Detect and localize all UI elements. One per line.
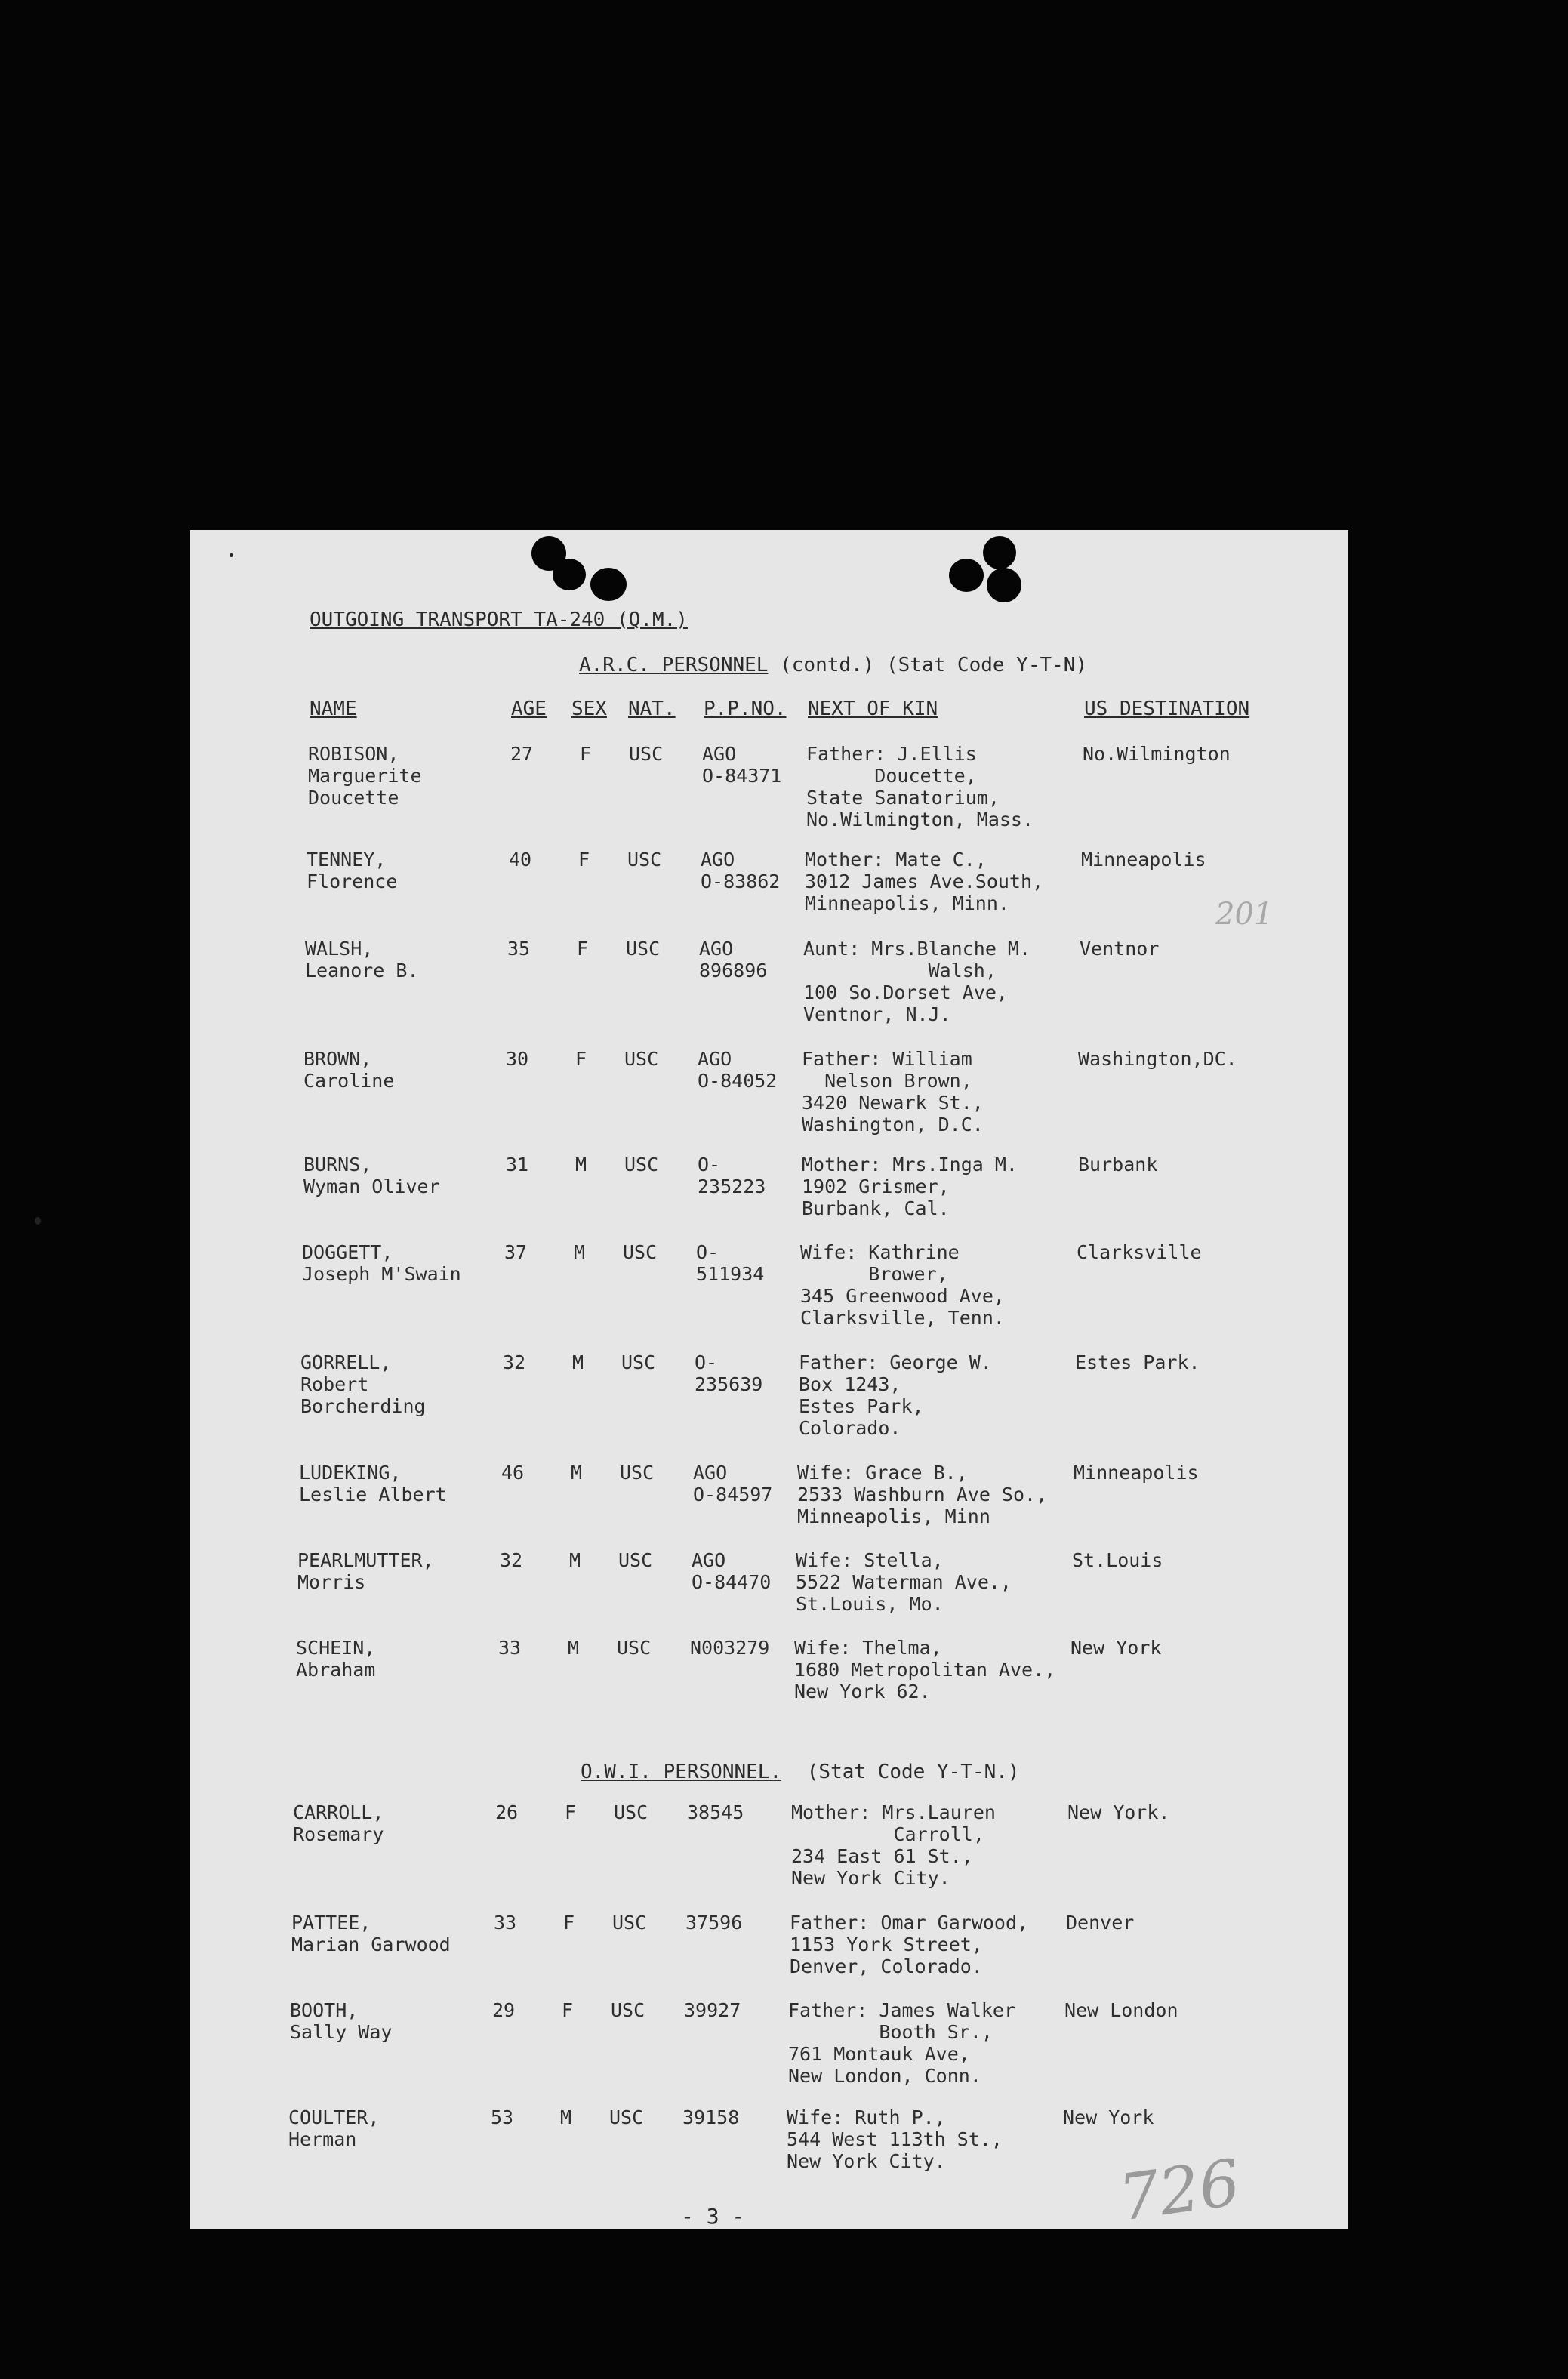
cell-next-of-kin: Father: George W. Box 1243, Estes Park, Colorado. bbox=[799, 1351, 992, 1439]
cell-name: BROWN, Caroline bbox=[303, 1048, 395, 1092]
stamp-number: 201 bbox=[1215, 897, 1274, 932]
cell-name: PATTEE, Marian Garwood bbox=[291, 1912, 451, 1955]
cell-nat: USC bbox=[617, 1637, 652, 1659]
cell-sex: F bbox=[578, 849, 590, 871]
cell-name: DOGGETT, Joseph M'Swain bbox=[302, 1241, 461, 1285]
cell-age: 31 bbox=[506, 1154, 529, 1176]
cell-nat: USC bbox=[627, 849, 662, 871]
section-suffix: (contd.) (Stat Code Y-T-N) bbox=[780, 654, 1088, 676]
cell-age: 33 bbox=[498, 1637, 522, 1659]
cell-nat: USC bbox=[623, 1241, 658, 1263]
cell-sex: F bbox=[580, 743, 592, 765]
cell-age: 35 bbox=[507, 938, 531, 960]
cell-name: PEARLMUTTER, Morris bbox=[297, 1549, 434, 1593]
film-speck bbox=[230, 553, 233, 557]
cell-age: 26 bbox=[495, 1801, 519, 1823]
cell-destination: Ventnor bbox=[1080, 938, 1160, 960]
punch-hole bbox=[590, 568, 627, 601]
cell-destination: Minneapolis bbox=[1081, 849, 1206, 871]
cell-nat: USC bbox=[629, 743, 664, 765]
cell-name: ROBISON, Marguerite Doucette bbox=[308, 743, 422, 809]
header-sex: SEX bbox=[571, 698, 607, 720]
cell-sex: F bbox=[577, 938, 589, 960]
cell-nat: USC bbox=[624, 1048, 659, 1070]
cell-nat: USC bbox=[614, 1801, 648, 1823]
cell-name: COULTER, Herman bbox=[288, 2106, 380, 2150]
punch-hole bbox=[983, 536, 1016, 569]
cell-destination: Washington,DC. bbox=[1078, 1048, 1237, 1070]
cell-pp-no: AGO O-84052 bbox=[698, 1048, 778, 1092]
cell-next-of-kin: Father: J.Ellis Doucette, State Sanatorium, No.Wilmington, Mass. bbox=[806, 743, 1034, 830]
cell-nat: USC bbox=[620, 1462, 655, 1484]
cell-destination: New York. bbox=[1067, 1801, 1170, 1823]
cell-pp-no: 39158 bbox=[682, 2106, 740, 2128]
cell-age: 53 bbox=[491, 2106, 514, 2128]
cell-nat: USC bbox=[621, 1351, 656, 1373]
cell-destination: New York bbox=[1063, 2106, 1154, 2128]
cell-next-of-kin: Wife: Thelma, 1680 Metropolitan Ave., New York 62. bbox=[794, 1637, 1056, 1703]
header-name: NAME bbox=[310, 698, 357, 720]
header-pp: P.P.NO. bbox=[704, 698, 787, 720]
cell-pp-no: 38545 bbox=[687, 1801, 744, 1823]
header-destination: US DESTINATION bbox=[1084, 698, 1250, 720]
section-suffix: (Stat Code Y-T-N.) bbox=[806, 1761, 1020, 1783]
cell-name: SCHEIN, Abraham bbox=[296, 1637, 376, 1681]
cell-next-of-kin: Mother: Mrs.Lauren Carroll, 234 East 61 St., New York City. bbox=[791, 1801, 996, 1889]
cell-sex: M bbox=[560, 2106, 572, 2128]
cell-next-of-kin: Wife: Stella, 5522 Waterman Ave., St.Louis, Mo. bbox=[796, 1549, 1012, 1615]
cell-sex: M bbox=[572, 1351, 584, 1373]
cell-name: BOOTH, Sally Way bbox=[290, 1999, 393, 2043]
section-heading-arc bbox=[579, 655, 1087, 675]
cell-nat: USC bbox=[624, 1154, 659, 1176]
document-title: OUTGOING TRANSPORT TA-240 (Q.M.) bbox=[310, 609, 688, 631]
cell-pp-no: 39927 bbox=[684, 1999, 741, 2021]
cell-name: BURNS, Wyman Oliver bbox=[303, 1154, 440, 1197]
cell-pp-no: 37596 bbox=[685, 1912, 743, 1934]
cell-destination: Clarksville bbox=[1077, 1241, 1202, 1263]
cell-sex: M bbox=[575, 1154, 587, 1176]
cell-age: 30 bbox=[506, 1048, 529, 1070]
cell-next-of-kin: Mother: Mrs.Inga M. 1902 Grismer, Burbank, Cal. bbox=[802, 1154, 1018, 1219]
punch-hole bbox=[553, 559, 586, 590]
cell-destination: Burbank bbox=[1078, 1154, 1158, 1176]
cell-next-of-kin: Wife: Ruth P., 544 West 113th St., New York City. bbox=[787, 2106, 1003, 2172]
cell-next-of-kin: Father: Omar Garwood, 1153 York Street, Denver, Colorado. bbox=[790, 1912, 1029, 1977]
punch-hole bbox=[949, 559, 984, 592]
cell-destination: Minneapolis bbox=[1074, 1462, 1199, 1484]
cell-age: 27 bbox=[510, 743, 534, 765]
document-page bbox=[190, 530, 1348, 2236]
cell-age: 33 bbox=[494, 1912, 517, 1934]
cell-name: CARROLL, Rosemary bbox=[293, 1801, 384, 1845]
section-label: A.R.C. PERSONNEL bbox=[579, 654, 769, 676]
cell-nat: USC bbox=[609, 2106, 644, 2128]
cell-sex: M bbox=[568, 1637, 580, 1659]
cell-next-of-kin: Aunt: Mrs.Blanche M. Walsh, 100 So.Dorset Ave, Ventnor, N.J. bbox=[803, 938, 1031, 1025]
cell-sex: F bbox=[563, 1912, 575, 1934]
cell-name: LUDEKING, Leslie Albert bbox=[299, 1462, 447, 1505]
cell-name: TENNEY, Florence bbox=[307, 849, 398, 892]
cell-pp-no: O- 235639 bbox=[695, 1351, 763, 1395]
cell-pp-no: AGO O-84597 bbox=[693, 1462, 773, 1505]
cell-nat: USC bbox=[626, 938, 661, 960]
cell-sex: M bbox=[574, 1241, 586, 1263]
punch-hole bbox=[987, 568, 1021, 602]
cell-age: 46 bbox=[501, 1462, 525, 1484]
cell-nat: USC bbox=[611, 1999, 645, 2021]
film-speck bbox=[35, 1217, 41, 1225]
cell-pp-no: AGO 896896 bbox=[699, 938, 768, 981]
section-heading-owi bbox=[581, 1762, 1020, 1782]
cell-age: 32 bbox=[503, 1351, 526, 1373]
cell-age: 37 bbox=[504, 1241, 528, 1263]
cell-name: WALSH, Leanore B. bbox=[305, 938, 419, 981]
cell-pp-no: O- 511934 bbox=[696, 1241, 765, 1285]
cell-sex: F bbox=[562, 1999, 574, 2021]
cell-nat: USC bbox=[618, 1549, 653, 1571]
cell-sex: M bbox=[569, 1549, 581, 1571]
page-number: - 3 - bbox=[681, 2204, 745, 2229]
cell-pp-no: AGO O-84371 bbox=[702, 743, 782, 787]
cell-destination: Estes Park. bbox=[1075, 1351, 1200, 1373]
cell-destination: St.Louis bbox=[1072, 1549, 1163, 1571]
cell-sex: F bbox=[565, 1801, 577, 1823]
cell-pp-no: AGO O-83862 bbox=[701, 849, 781, 892]
section-label: O.W.I. PERSONNEL. bbox=[581, 1761, 782, 1783]
cell-pp-no: O- 235223 bbox=[698, 1154, 766, 1197]
cell-age: 40 bbox=[509, 849, 532, 871]
cell-destination: New York bbox=[1070, 1637, 1162, 1659]
cell-destination: New London bbox=[1064, 1999, 1178, 2021]
cell-next-of-kin: Wife: Kathrine Brower, 345 Greenwood Ave, Clarksville, Tenn. bbox=[800, 1241, 1005, 1329]
header-kin: NEXT OF KIN bbox=[808, 698, 938, 720]
cell-destination: Denver bbox=[1066, 1912, 1135, 1934]
header-age: AGE bbox=[511, 698, 547, 720]
cell-next-of-kin: Wife: Grace B., 2533 Washburn Ave So., Minneapolis, Minn bbox=[797, 1462, 1048, 1527]
cell-age: 32 bbox=[500, 1549, 523, 1571]
cell-sex: M bbox=[571, 1462, 583, 1484]
cell-sex: F bbox=[575, 1048, 587, 1070]
cell-destination: No.Wilmington bbox=[1083, 743, 1231, 765]
cell-name: GORRELL, Robert Borcherding bbox=[300, 1351, 426, 1417]
cell-next-of-kin: Father: James Walker Booth Sr., 761 Montauk Ave, New London, Conn. bbox=[788, 1999, 1016, 2087]
cell-next-of-kin: Mother: Mate C., 3012 James Ave.South, Minneapolis, Minn. bbox=[805, 849, 1044, 914]
header-nat: NAT. bbox=[628, 698, 676, 720]
handwritten-number: 726 bbox=[1114, 2145, 1245, 2236]
cell-pp-no: N003279 bbox=[690, 1637, 770, 1659]
cell-age: 29 bbox=[492, 1999, 516, 2021]
cell-next-of-kin: Father: William Nelson Brown, 3420 Newark St., Washington, D.C. bbox=[802, 1048, 984, 1136]
cell-nat: USC bbox=[612, 1912, 647, 1934]
cell-pp-no: AGO O-84470 bbox=[692, 1549, 772, 1593]
